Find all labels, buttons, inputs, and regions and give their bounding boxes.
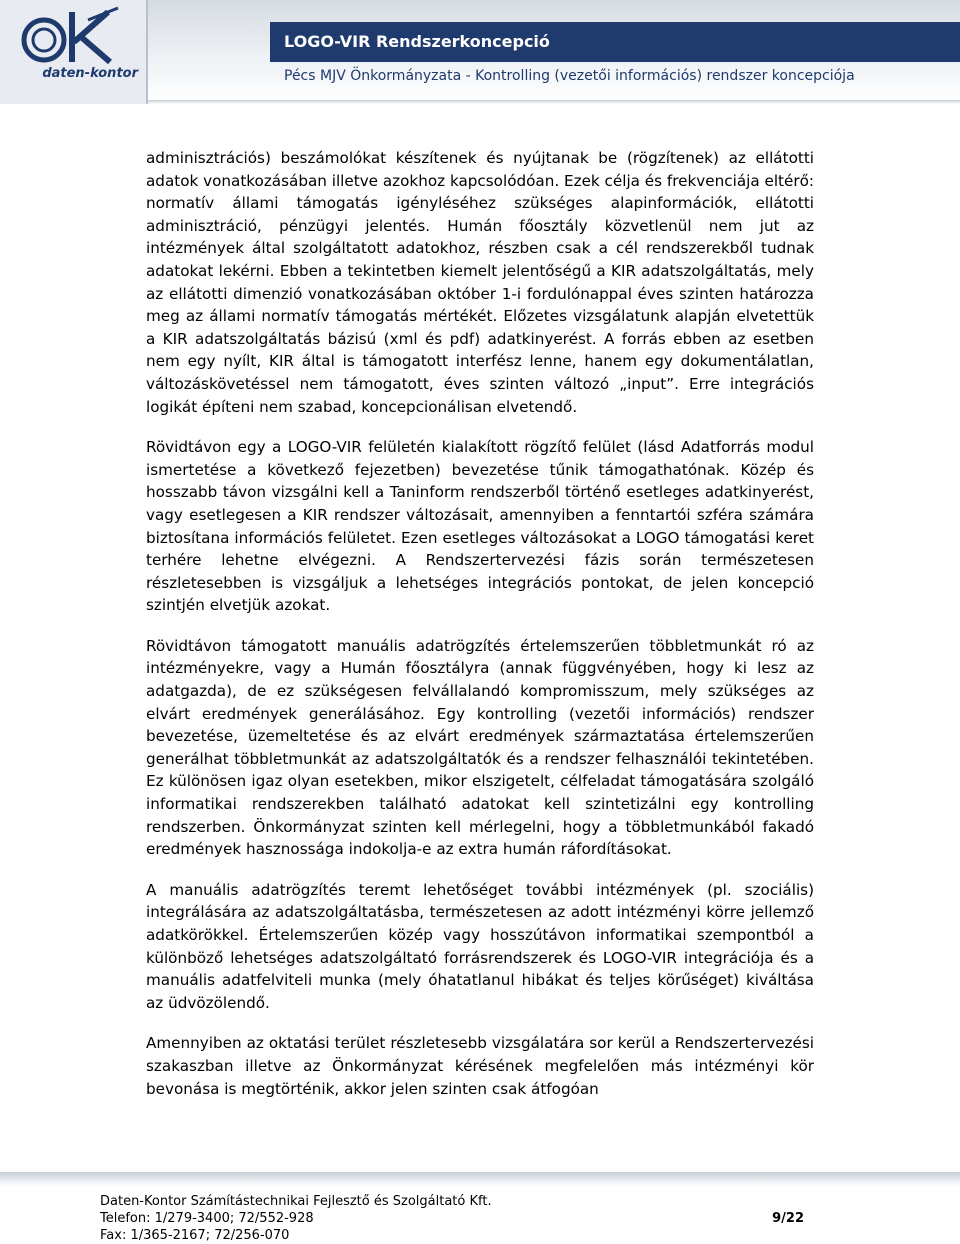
footer-phone: Telefon: 1/279-3400; 72/552-928 [100, 1211, 314, 1226]
paragraph: adminisztrációs) beszámolókat készítenek és nyújtanak be (rögzítenek) az ellátotti adatok vonatkozásában illetve azokhoz kapcsolódóan. Ezek célja és frekvenciája eltérő: normatív állami támogatás igényléséhez szükséges alapinformációk, ellátotti adminisztráció, pénzügyi jelentés. Humán főosztály közvetlenül nem jut az intézmények által szolgáltatott adatokhoz, részben csak a cél rendszerekből tudnak adatokat lekérni. Ebben a tekintetben kiemelt jelentőségű a KIR adatszolgáltatás, mely az ellátotti dimenzió vonatkozásában október 1-i fordulónappal éves szinten határozza meg az állami normatív támogatás mértékét. Előzetes vizsgálatunk alapján elvetettük a KIR adatszolgáltatás bázisú (xml és pdf) adatkinyerést. A forrás ebben az esetben nem egy nyílt, KIR által is támogatott interfész lenne, hanem egy dokumentálatlan, változáskövetéssel nem támogatott, éves szinten változó „input”. Erre integrációs logikát építeni nem szabad, koncepcionálisan elvetendő. [146, 149, 814, 416]
logo-area [0, 0, 146, 104]
paragraph: Rövidtávon egy a LOGO-VIR felületén kialakított rögzítő felület (lásd Adatforrás modul ismertetése a következő fejezetben) bevezetése tűnik támogathatónak. Közép és hosszabb távon vizsgálni kell a Taninform rendszerből történő esetleges adatkinyerést, vagy esetlegesen a KIR rendszer változásait, amennyiben a fenntartói szféra számára biztosítana információs felületet. Ezen esetleges változásokat a LOGO támogatási keret terhére lehetne elvégezni. A Rendszertervezési fázis során természetesen részletesebben is vizsgáljuk a lehetséges integrációs pontokat, de jelen koncepció szintjén elvetjük azokat. [146, 438, 814, 615]
footer [100, 1193, 804, 1244]
body-text [146, 147, 814, 1118]
paragraph: Rövidtávon támogatott manuális adatrögzítés értelemszerűen többletmunkát ró az intézményekre, vagy a Humán főosztályra (annak függvényében, hogy ki lesz az adatgazda), de ez szükségesen felvállalandó kompromisszum, mely szükséges az elvárt eredmények generálásához. Egy kontrolling (vezetői információs) rendszer bevezetése, üzemeltetése és az elvárt eredmények származtatása értelemszerűen generálhat többletmunkát az adatszolgáltatók és a rendszer felhasználói tekintetében. Ez különösen igaz olyan esetekben, mikor elszigetelt, célfeladat támogatására szolgáló informatikai rendszerekben található adatokat kell szintetizálni egy kontrolling rendszerben. Önkormányzat szinten kell mérlegelni, hogy a többletmunkából fakadó eredmények hasznossága indokolja-e az extra humán ráfordításokat. [146, 636, 814, 859]
page-number: 9/22 [772, 1211, 804, 1226]
footer-company: Daten-Kontor Számítástechnikai Fejlesztő és Szolgáltató Kft. [100, 1194, 492, 1209]
header-divider [146, 0, 148, 104]
paragraph: A manuális adatrögzítés teremt lehetőséget további intézmények (pl. szociális) integrálására az adatszolgáltatásba, természetesen az adott intézményi körre jellemző adatkörökkel. Értelemszerűen közép vagy hosszútávon informatikai szempontból a különböző lehetséges adatszolgáltató forrásrendszerek és LOGO-VIR integrációja és a manuális adatfelviteli munka (mely óhatatlanul hibákat és teljes körűséget) kiváltása az üdvözölendő. [146, 880, 814, 1012]
paragraph: Amennyiben az oktatási terület részletesebb vizsgálatára sor kerül a Rendszertervezési szakaszban illetve az Önkormányzat kérésének megfelelően más intézményi kör bevonása is megtörténik, akkor jelen szinten csak átfogóan [146, 1034, 814, 1098]
footer-fax: Fax: 1/365-2167; 72/256-070 [100, 1228, 290, 1243]
document-subtitle: Pécs MJV Önkormányzata - Kontrolling (vezetői információs) rendszer koncepciója [284, 68, 855, 84]
header-shadow [148, 100, 960, 104]
logo-text: daten-kontor [42, 66, 138, 81]
footer-divider [0, 1172, 960, 1186]
document-title: LOGO-VIR Rendszerkoncepció [284, 32, 550, 51]
daten-kontor-logo [14, 6, 134, 68]
